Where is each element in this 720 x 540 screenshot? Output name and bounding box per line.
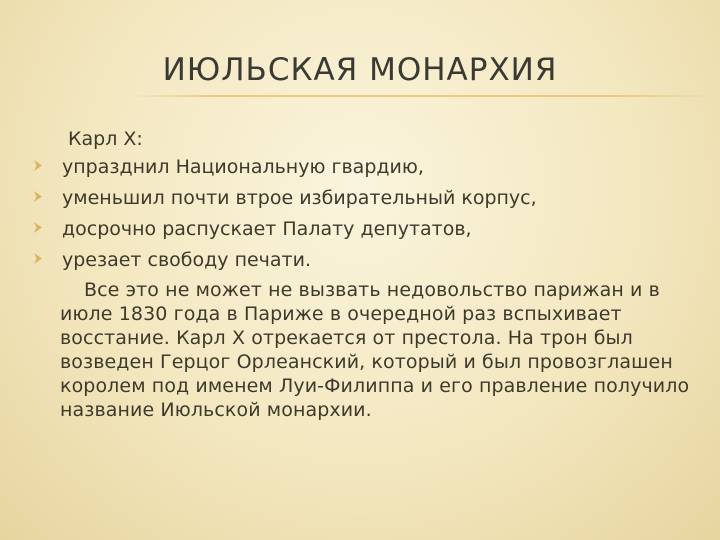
bullet-item [32,247,702,278]
arrowhead-bullet-icon [34,160,42,171]
bullet-text: уменьшил почти втрое избирательный корпус, [62,187,537,209]
body-paragraph: Все это не может не вызвать недовольство парижан и в июле 1830 года в Париже в очередной раз вспыхивает восстание. Карл Х отрекается от престола. На трон был возведен Герцог Орлеанский, который и был провозглашен королем под именем Луи-Филиппа и его правление получило название Июльской монархии. [60,279,690,421]
bullet-item [32,185,702,216]
bullet-list [32,154,702,278]
arrowhead-bullet-icon [34,191,42,202]
bullet-item [32,216,702,247]
arrowhead-bullet-icon [34,222,42,233]
bullet-item [32,154,702,185]
arrowhead-bullet-icon [34,253,42,264]
bullet-text: досрочно распускает Палату депутатов, [62,218,472,240]
slide-content [32,126,702,441]
bullet-text: упразднил Национальную гвардию, [62,156,424,178]
slide-title: ИЮЛЬСКАЯ МОНАРХИЯ [162,52,558,88]
intro-text: Карл Х: [68,128,143,150]
title-divider [125,95,715,97]
bullet-text: урезает свободу печати. [62,249,312,271]
